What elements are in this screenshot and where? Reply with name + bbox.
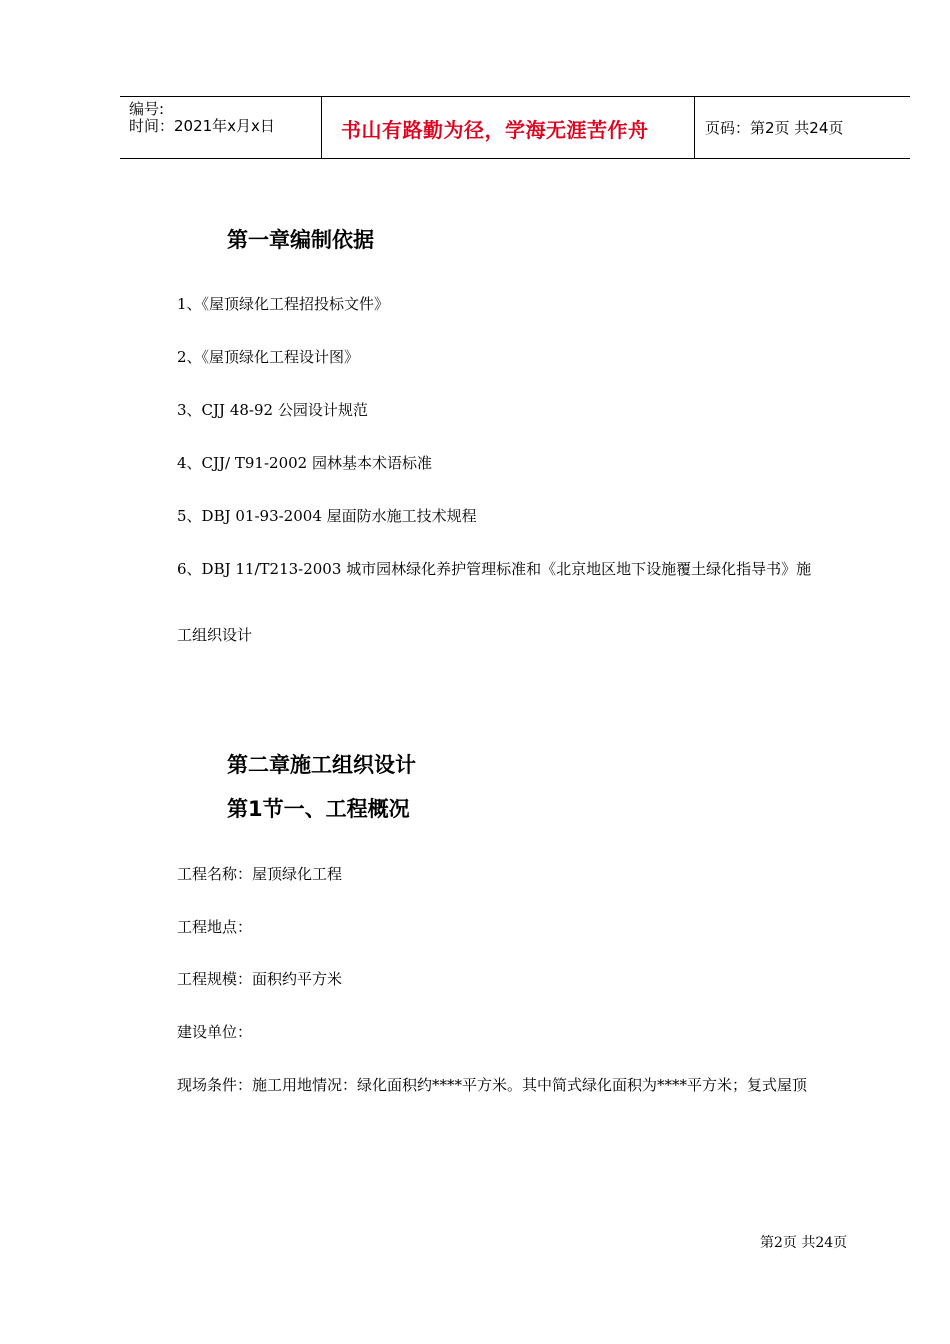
chapter1-title: 第一章编制依据 [227, 228, 374, 252]
project-info-line: 工程规模：面积约平方米 [177, 970, 343, 988]
header-page-cell [695, 97, 910, 158]
chapter1-item: 6、DBJ 11/T213-2003 城市园林绿化养护管理标准和《北京地区地下设施覆土绿化指导书》施 [177, 560, 812, 578]
header-motto: 书山有路勤为径，学海无涯苦作舟 [341, 118, 649, 142]
project-info-line: 建设单位： [177, 1023, 253, 1041]
chapter1-item: 工组织设计 [177, 626, 253, 644]
chapter1-item: 2、《屋顶绿化工程设计图》 [177, 348, 360, 366]
project-info-line: 现场条件：施工用地情况：绿化面积约****平方米。其中简式绿化面积为****平方米；复式屋顶 [177, 1076, 808, 1094]
footer-page-number: 第2页 共24页 [760, 1235, 848, 1251]
header-time-label: 时间：2021年x月x日 [129, 117, 275, 135]
header-info-cell [120, 97, 322, 158]
chapter1-item: 1、《屋顶绿化工程招投标文件》 [177, 295, 390, 313]
section-title: 第1节一、工程概况 [227, 797, 410, 821]
header-motto-cell [321, 97, 695, 158]
header-table [120, 96, 910, 159]
chapter1-item: 5、DBJ 01-93-2004 屋面防水施工技术规程 [177, 507, 477, 525]
project-info-line: 工程地点： [177, 918, 253, 936]
chapter1-item: 3、CJJ 48-92 公园设计规范 [177, 401, 368, 419]
project-info-line: 工程名称：屋顶绿化工程 [177, 865, 343, 883]
header-page-label: 页码：第2页 共24页 [705, 119, 844, 137]
header-number-label: 编号: [129, 100, 165, 118]
chapter1-item: 4、CJJ/ T91-2002 园林基本术语标准 [177, 454, 432, 472]
chapter2-title: 第二章施工组织设计 [227, 753, 416, 777]
